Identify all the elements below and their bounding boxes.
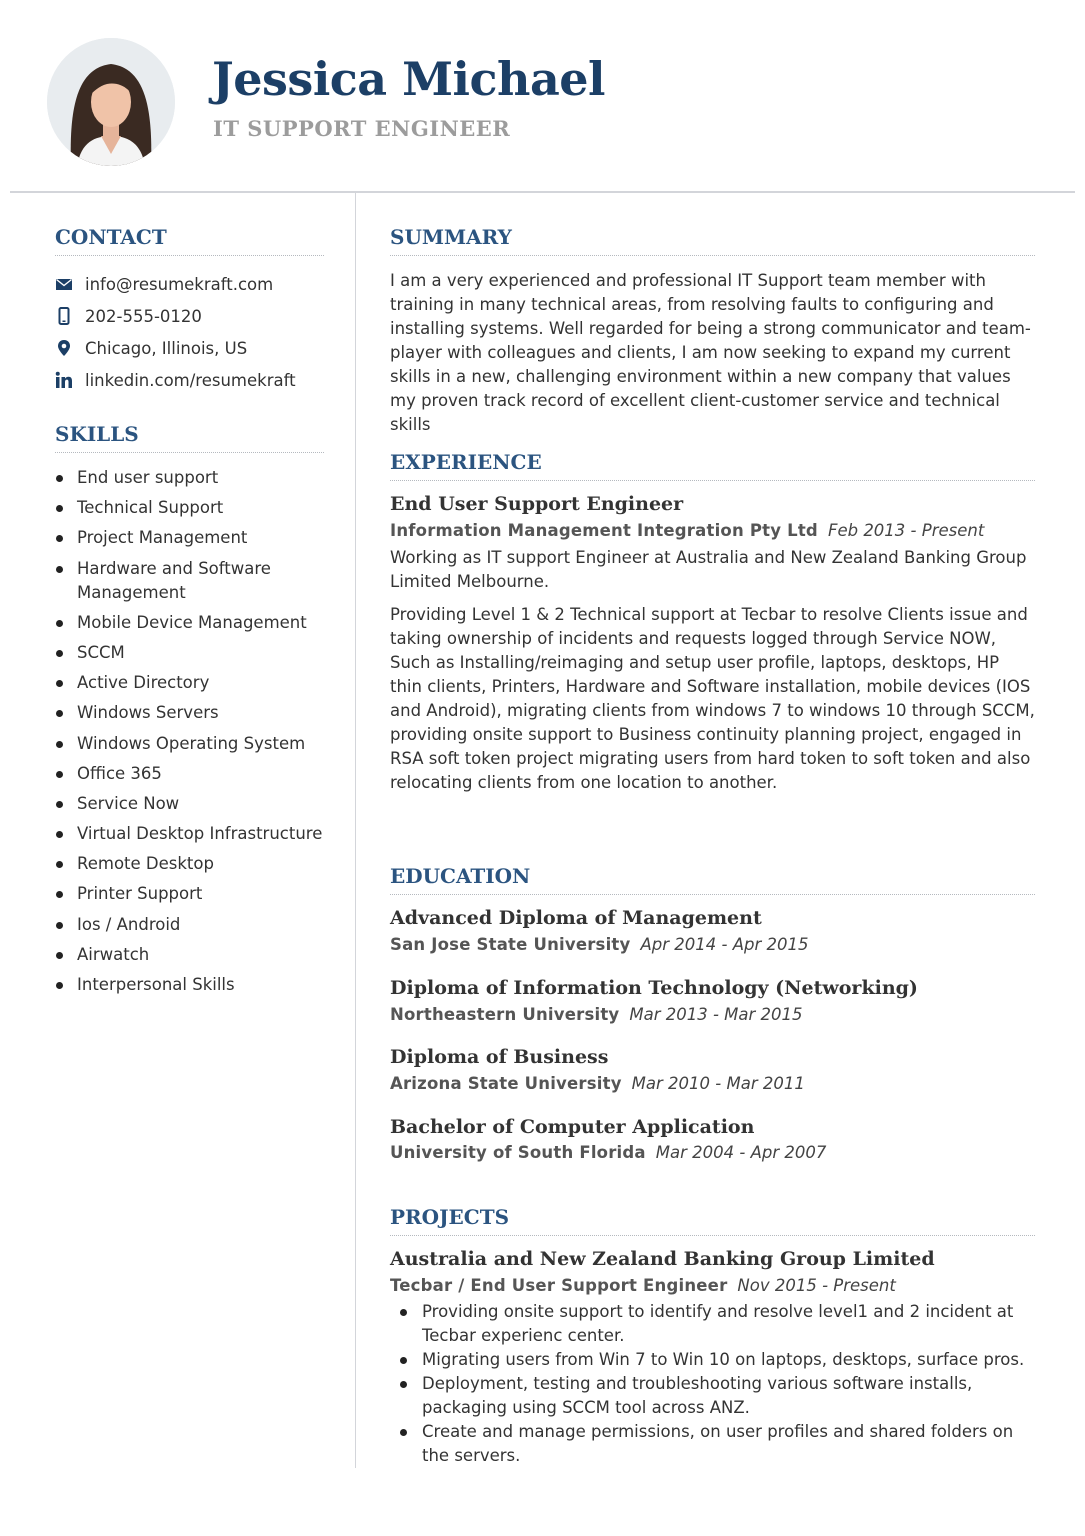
education-school-line <box>390 1074 805 1093</box>
list-item: Providing onsite support to identify and resolve level1 and 2 incident at Tecbar experienc center. <box>390 1300 1035 1348</box>
list-item: Project Management <box>55 526 345 550</box>
column-divider <box>355 193 356 1468</box>
profile-photo <box>47 38 175 166</box>
list-item: Airwatch <box>55 943 345 967</box>
experience-paragraph: Providing Level 1 & 2 Technical support at Tecbar to resolve Clients issue and taking ownership of incidents and requests logged through Service NOW, Such as Installing/reimaging and setup user profile, laptops, desktops, HP thin clients, Printers, Hardware and Software installation, mobile devices (IOS and Android), migrating clients from windows 7 to windows 10 through SCCM, providing onsite support to Business continuity planning project, engaged in RSA soft token project migrating users from hard token to soft token and also relocating clients from one location to another. <box>390 605 1035 792</box>
education-school: University of South Florida <box>390 1143 646 1162</box>
project-dates: Nov 2015 - Present <box>737 1276 896 1295</box>
list-item: Deployment, testing and troubleshooting various software installs, packaging using SCCM tool across ANZ. <box>390 1372 1035 1420</box>
phone-icon <box>55 307 73 325</box>
experience-dates: Feb 2013 - Present <box>827 521 985 540</box>
linkedin-icon <box>55 371 73 389</box>
list-item: Remote Desktop <box>55 852 345 876</box>
email-text: info@resumekraft.com <box>85 274 274 294</box>
education-degree: Diploma of Business <box>390 1046 609 1068</box>
list-item: Migrating users from Win 7 to Win 10 on laptops, desktops, surface pros. <box>390 1348 1035 1372</box>
education-dates: Apr 2014 - Apr 2015 <box>640 935 809 954</box>
experience-paragraph: Working as IT support Engineer at Australia and New Zealand Banking Group Limited Melbourne. <box>390 548 1027 591</box>
education-school: Arizona State University <box>390 1074 622 1093</box>
contact-heading: CONTACT <box>55 225 324 256</box>
list-item: Windows Operating System <box>55 732 345 756</box>
list-item: Technical Support <box>55 496 345 520</box>
projects-heading: PROJECTS <box>390 1205 1035 1236</box>
list-item: Interpersonal Skills <box>55 973 345 997</box>
experience-company-line <box>390 521 984 540</box>
education-dates: Mar 2004 - Apr 2007 <box>655 1143 827 1162</box>
list-item: Create and manage permissions, on user profiles and shared folders on the servers. <box>390 1420 1035 1468</box>
list-item: Mobile Device Management <box>55 611 345 635</box>
list-item: Printer Support <box>55 882 345 906</box>
list-item: Hardware and Software Management <box>55 557 345 605</box>
list-item: Office 365 <box>55 762 345 786</box>
education-dates: Mar 2010 - Mar 2011 <box>631 1074 805 1093</box>
education-school: Northeastern University <box>390 1005 620 1024</box>
linkedin-text: linkedin.com/resumekraft <box>85 370 296 390</box>
project-role-line <box>390 1276 896 1295</box>
education-degree: Bachelor of Computer Application <box>390 1116 755 1138</box>
skills-list <box>55 466 345 1003</box>
list-item: SCCM <box>55 641 345 665</box>
location-pin-icon <box>55 339 73 357</box>
contact-location <box>55 332 345 364</box>
experience-heading: EXPERIENCE <box>390 450 1035 481</box>
skills-heading: SKILLS <box>55 422 324 453</box>
education-dates: Mar 2013 - Mar 2015 <box>629 1005 803 1024</box>
education-school: San Jose State University <box>390 935 631 954</box>
email-icon <box>55 275 73 293</box>
list-item: Active Directory <box>55 671 345 695</box>
experience-role: End User Support Engineer <box>390 493 684 515</box>
education-school-line <box>390 1143 826 1162</box>
list-item: Service Now <box>55 792 345 816</box>
education-degree: Advanced Diploma of Management <box>390 907 762 929</box>
contact-list <box>55 268 345 396</box>
education-degree: Diploma of Information Technology (Networking) <box>390 977 918 999</box>
contact-email[interactable] <box>55 268 345 300</box>
education-school-line <box>390 935 809 954</box>
phone-text: 202-555-0120 <box>85 306 202 326</box>
header-divider <box>10 191 1075 193</box>
job-title: IT SUPPORT ENGINEER <box>213 116 511 141</box>
project-role: Tecbar / End User Support Engineer <box>390 1276 728 1295</box>
experience-company: Information Management Integration Pty Ltd <box>390 521 818 540</box>
list-item: Ios / Android <box>55 913 345 937</box>
contact-phone[interactable] <box>55 300 345 332</box>
education-school-line <box>390 1005 803 1024</box>
education-heading: EDUCATION <box>390 864 1035 895</box>
location-text: Chicago, Illinois, US <box>85 338 248 358</box>
summary-text: I am a very experienced and professional IT Support team member with training in many technical areas, from resolving faults to configuring and installing systems. Well regarded for being a strong communicator and team-player with colleagues and clients, I am now seeking to expand my current skills in a new, challenging environment within a new company that values my proven track record of excellent client-customer service and technical skills <box>390 271 1031 434</box>
contact-linkedin[interactable] <box>55 364 345 396</box>
project-bullets <box>390 1300 1035 1468</box>
list-item: Virtual Desktop Infrastructure <box>55 822 345 846</box>
summary-heading: SUMMARY <box>390 225 1035 256</box>
candidate-name: Jessica Michael <box>212 52 606 106</box>
list-item: Windows Servers <box>55 701 345 725</box>
project-name: Australia and New Zealand Banking Group Limited <box>390 1248 935 1270</box>
list-item: End user support <box>55 466 345 490</box>
